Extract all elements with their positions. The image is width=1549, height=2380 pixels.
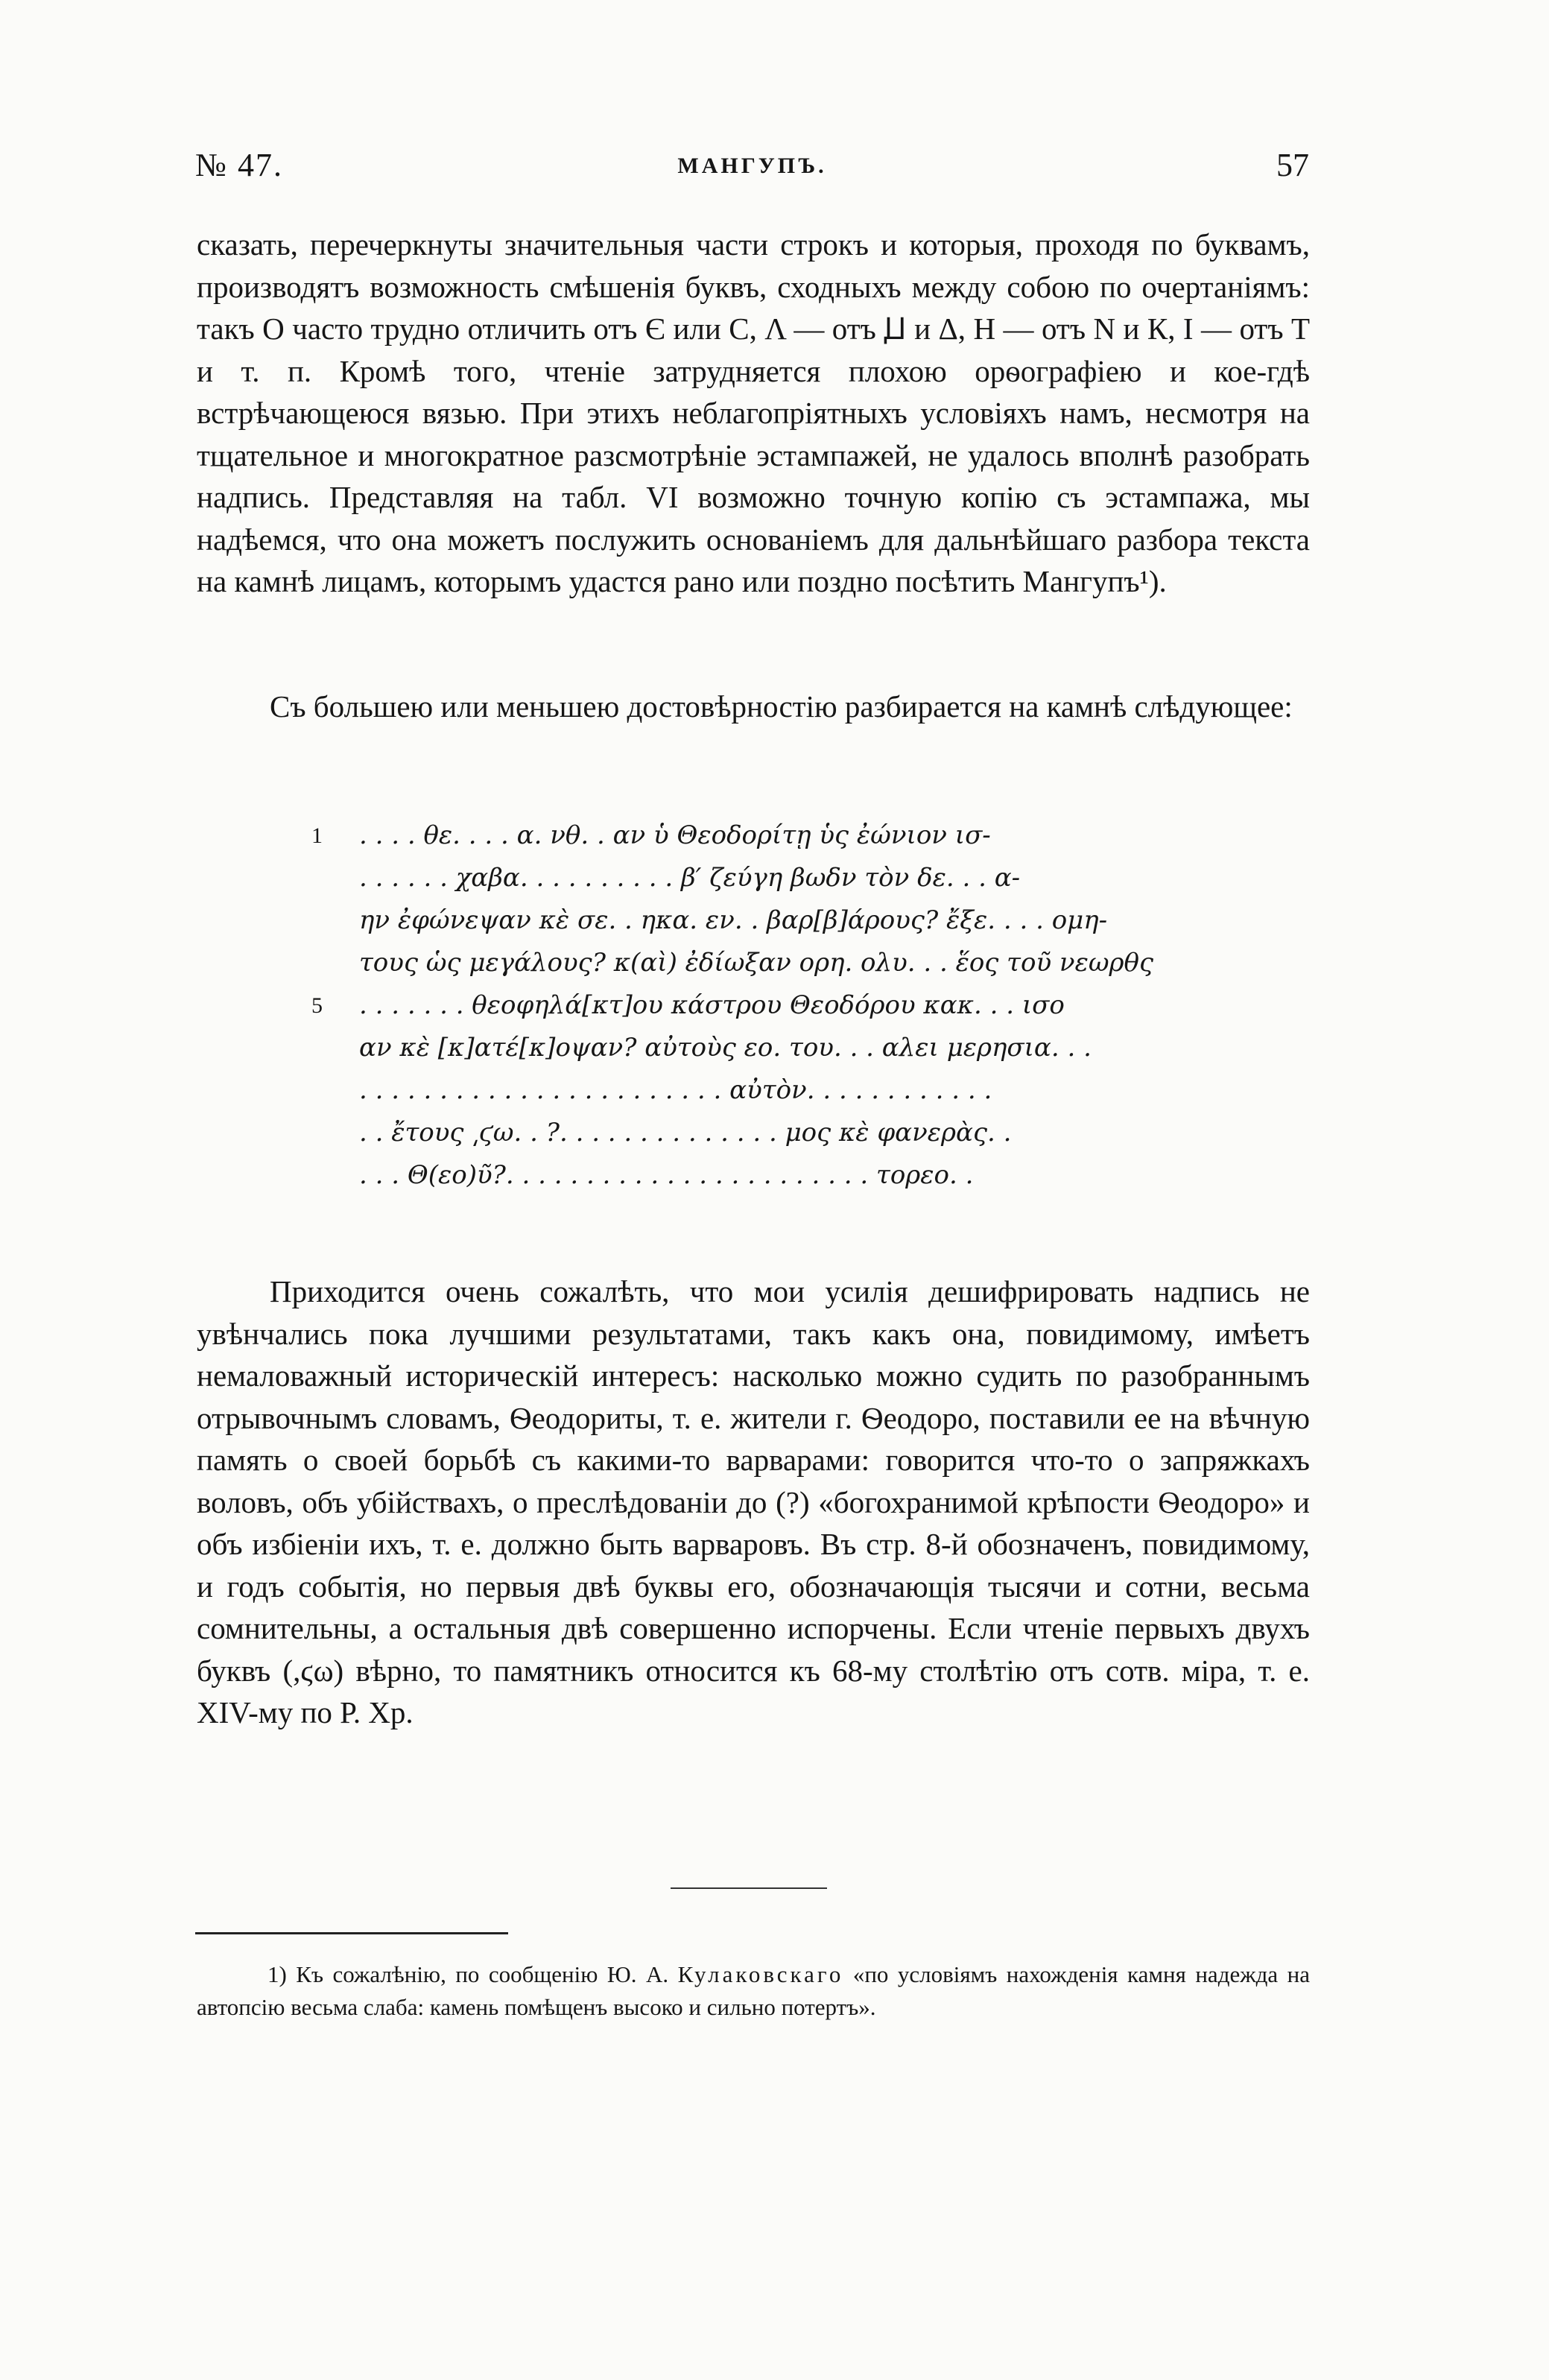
inscription-text: . . ἔτους ͵ϛω. . ?. . . . . . . . . . . . . . μος κὲ φανερὰς. . [359,1118,1012,1148]
inscription-line [313,857,1177,899]
inscription-text: τους ὡς μεγάλους? κ(αὶ) ἐδίωξαν ορη. ολυ. . . ἕος τοῦ νεωρθς [359,948,1154,978]
inscription-text: αν κὲ [κ]ατέ[κ]οψαν? αὐτοὺς εο. του. . . αλει μερησια. . . [359,1033,1092,1063]
inscription-line [313,1154,1177,1197]
greek-inscription [313,814,1177,1197]
paragraph-1: сказать, перечеркнуты значительныя части строкъ и которыя, проходя по буквамъ, производятъ возможность смѣшенія буквъ, сходныхъ между собою по очертаніямъ: такъ О часто трудно отличить отъ Є или С, Λ — отъ Ꙡ и Δ, Н — отъ N и К, І — отъ Т и т. п. Кромѣ того, чтеніе затрудняется плохою орѳографіею и кое-гдѣ встрѣчающеюся вязью. При этихъ неблагопріятныхъ условіяхъ намъ, несмотря на тщательное и многократное разсмотрѣніе эстампажей, не удалось вполнѣ разобрать надпись. Представляя на табл. VI возможно точную копію съ эстампажа, мы надѣемся, что она можетъ послужить основаніемъ для дальнѣйшаго разбора текста на камнѣ лицамъ, которымъ удастся рано или поздно посѣтить Мангупъ¹). [197,227,1310,598]
document-number: № 47. [195,147,283,183]
page-number: 57 [1276,147,1309,183]
paragraph-2: Съ большею или меньшею достовѣрностію разбирается на камнѣ слѣдующее: [270,689,1293,724]
inscription-line [313,1027,1177,1069]
inscription-line [313,814,1177,857]
inscription-text: . . . . . . . . . . . . . . . . . . . . . . . αὐτὸν. . . . . . . . . . . . [359,1075,992,1105]
inscription-text: ην ἐφώνεψαν κὲ σε. . ηκα. εν. . βαρ[β]άρους? ἔξε. . . . ομη- [359,905,1108,935]
footnote-text-end: «по условіямъ нахожденія камня надежда на автопсію весьма слаба: камень помѣщенъ высоко и сильно потертъ». [197,1961,1311,2020]
inscription-line [313,1069,1177,1112]
line-number: 5 [311,993,323,1018]
inscription-text: . . . . . . . θεοφηλά[κτ]ου κάστρου Θεοδόρου κακ. . . ισο [359,990,1065,1020]
footnote [197,1958,1310,2024]
paragraph-3: Приходится очень сожалѣть, что мои усилія дешифрировать надпись не увѣнчались пока лучшими результатами, такъ какъ она, повидимому, имѣетъ немаловажный историческій интересъ: насколько можно судить по разобраннымъ отрывочнымъ словамъ, Ѳеодориты, т. е. жители г. Ѳеодоро, поставили ее на вѣчную память о своей борьбѣ съ какими-то варварами: говорится что-то о запряжкахъ воловъ, объ убійствахъ, о преслѣдованіи до (?) «богохранимой крѣпости Ѳеодоро» и объ избіеніи ихъ, т. е. должно быть варваровъ. Въ стр. 8-й обозначенъ, повидимому, и годъ событія, но первыя двѣ буквы его, обозначающія тысячи и сотни, весьма сомнительны, а остальныя двѣ совершенно испорчены. Если чтеніе первыхъ двухъ буквъ (,ϛω) вѣрно, то памятникъ относится къ 68-му столѣтію отъ сотв. міра, т. е. XIV-му по Р. Хр. [197,1274,1310,1729]
section-divider [671,1887,827,1889]
inscription-line [313,1112,1177,1154]
footnote-author-name: Кулаковскаго [677,1961,844,1987]
footnote-divider [195,1932,508,1934]
inscription-text: . . . . . . χαβα. . . . . . . . . . β′ ζεύγη βωδν τὸν δε. . . α- [359,863,1021,893]
inscription-text: . . . . θε. . . . α. νθ. . αν ὑ Θεοδορίτῃ ὑς ἐώνιον ισ- [359,820,991,850]
inscription-line [313,984,1177,1027]
inscription-line [313,942,1177,984]
inscription-text: . . . Θ(εο)ῦ?. . . . . . . . . . . . . . . . . . . . . . . τορεο. . [359,1160,974,1190]
inscription-line [313,899,1177,942]
running-header [195,146,1309,191]
running-title: МАНГУПЪ. [677,154,827,178]
line-number: 1 [311,823,323,848]
footnote-text-start: 1) Къ сожалѣнію, по сообщенію Ю. А. [267,1961,678,1987]
